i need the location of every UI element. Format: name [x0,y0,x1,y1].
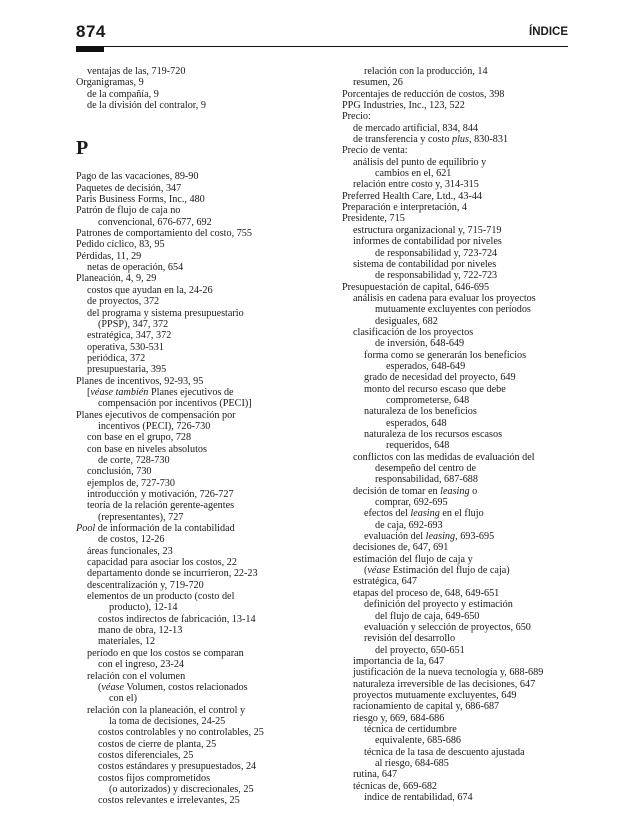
index-entry-text: del proyecto, 650-651 [375,644,465,656]
index-entry [76,432,338,443]
index-entry [342,792,582,803]
index-entry [76,251,338,262]
index-entry [342,735,582,746]
index-entry [76,534,338,545]
section-letter: P [76,137,89,160]
index-entry-text: de costos, 12-26 [98,534,165,546]
index-entry-text: resumen, 26 [353,77,403,89]
index-entry [342,769,582,780]
index-entry-text: técnicas de, 669-682 [353,780,438,792]
index-entry [76,648,338,659]
index-entry [342,497,582,508]
index-entry-text: de proyectos, 372 [87,296,160,308]
index-entry-text: análisis del punto de equilibrio y [353,156,487,168]
index-entry [342,508,582,519]
index-entry-text: estimación del flujo de caja y [353,553,473,565]
index-entry-text: costos estándares y presupuestados, 24 [98,761,257,773]
index-entry [342,565,582,576]
index-entry [342,213,582,224]
index-entry [76,727,338,738]
index-entry [76,523,338,534]
index-entry [76,205,338,216]
index-entry [342,679,582,690]
index-entry-text: justificación de la nueva tecnología y, 688-689 [353,667,544,679]
index-entry [342,747,582,758]
index-entry [76,546,338,557]
index-entry-text: o [469,485,478,497]
index-entry-text: técnica de la tasa de descuento ajustada [364,746,525,758]
index-entry [76,421,338,432]
index-entry-text: en el flujo [439,508,484,520]
index-entry-text: Patrón de flujo de caja no [76,205,181,217]
index-entry-text: requeridos, 648 [386,440,450,452]
index-entry [342,781,582,792]
index-entry-text: PPG Industries, Inc., 123, 522 [342,100,465,112]
index-entry [342,350,582,361]
index-entry [76,671,338,682]
index-entry [76,682,338,693]
index-entry-text: Precio de venta: [342,145,408,157]
index-entry [76,761,338,772]
index-entry-text: de la división del contralor, 9 [87,100,206,112]
index-entry [342,463,582,474]
index-entry-text: cambios en el, 621 [375,168,452,180]
index-entry-text: periódica, 372 [87,352,146,364]
index-entry [76,217,338,228]
index-entry [76,342,338,353]
index-entry [76,398,338,409]
index-entry [76,614,338,625]
index-entry-text: de la compañía, 9 [87,88,159,100]
index-entry [342,282,582,293]
index-entry [342,520,582,531]
index-entry [342,157,582,168]
index-entry-text: análisis en cadena para evaluar los proyectos [353,292,536,304]
index-entry-text: responsabilidad, 687-688 [375,474,478,486]
index-entry-text: relación entre costo y, 314-315 [353,179,479,191]
index-entry [76,478,338,489]
index-entry-text: naturaleza irreversible de las decisiones, 647 [353,678,536,690]
index-entry-text: rutina, 647 [353,769,398,781]
index-entry [342,134,582,145]
index-entry-text: Pago de las vacaciones, 89-90 [76,171,199,183]
index-column-right [342,66,582,803]
index-entry-text: , 693-695 [455,531,495,543]
index-entry-text: de responsabilidad y, 722-723 [375,270,498,282]
index-entry-text: sistema de contabilidad por niveles [353,258,497,270]
index-entry-text: con el ingreso, 23-24 [98,659,185,671]
index-entry-italic-text: leasing [425,531,456,543]
index-entry [76,444,338,455]
index-entry-text: índice de rentabilidad, 674 [364,792,473,803]
index-entry-text: equivalente, 685-686 [375,735,462,747]
index-entry-text: netas de operación, 654 [87,262,184,274]
index-entry-text: Planes de incentivos, 92-93, 95 [76,375,204,387]
index-entry [342,588,582,599]
index-entry [342,111,582,122]
index-entry-italic-text: véase [101,681,125,693]
index-entry-text: riesgo y, 669, 684-686 [353,712,445,724]
index-entry [76,319,338,330]
index-entry-text: ( [98,681,102,693]
index-entry-text: costos indirectos de fabricación, 13-14 [98,613,256,625]
index-entry [76,77,338,88]
index-entry [342,713,582,724]
index-entry [342,293,582,304]
index-entry-text: con base en niveles absolutos [87,443,207,455]
index-entry-text: departamento donde se incurrieron, 22-23 [87,568,258,580]
index-entry-text: materiales, 12 [98,636,156,648]
index-entry [342,724,582,735]
index-entry-text: Paris Business Forms, Inc., 480 [76,194,205,206]
index-entry-text: Volumen, costos relacionados [124,681,248,693]
index-entry-text: Paquetes de decisión, 347 [76,182,182,194]
index-entry-italic-text: véase también [90,386,149,398]
index-entry-text: naturaleza de los beneficios [364,406,477,418]
index-entry [342,474,582,485]
index-entry-text: costos relevantes e irrelevantes, 25 [98,795,240,807]
index-entry [76,705,338,716]
index-entry [342,406,582,417]
index-entry-text: costos de cierre de planta, 25 [98,738,217,750]
index-entry-text: introducción y motivación, 726-727 [87,489,234,500]
index-entry-text: conflictos con las medidas de evaluación del [353,451,535,463]
index-entry-text: período en que los costos se comparan [87,647,244,659]
index-entry-text: clasificación de los proyectos [353,326,474,338]
index-entry-text: de mercado artificial, 834, 844 [353,122,479,134]
index-entry [76,716,338,727]
index-entry [342,486,582,497]
index-entry-text: etapas del proceso de, 648, 649-651 [353,587,500,599]
index-entry [342,361,582,372]
index-entry [76,262,338,273]
index-entry [76,387,338,398]
index-entry-text: informes de contabilidad por niveles [353,236,502,248]
index-entry-text: evaluación del [364,531,426,543]
index-entry [342,202,582,213]
index-entry-text: relación con la producción, 14 [364,66,488,77]
index-entry-italic-text: leasing [410,508,440,520]
index-entry [76,89,338,100]
index-entry-text: grado de necesidad del proyecto, 649 [364,372,516,384]
index-entry [342,611,582,622]
index-entry-text: presupuestaria, 395 [87,364,167,376]
index-entry [342,191,582,202]
index-entry [342,100,582,111]
index-entry-text: Patrones de comportamiento del costo, 755 [76,228,252,240]
index-entry-text: mutuamente excluyentes con períodos [375,304,531,316]
index-entry [76,512,338,523]
index-entry-text: racionamiento de capital y, 686-687 [353,701,500,713]
index-entry-text: convencional, 676-677, 692 [98,216,212,228]
index-entry [76,66,338,77]
index-entry-text: costos que ayudan en la, 24-26 [87,284,213,296]
index-entry [342,304,582,315]
page-number: 874 [76,22,106,41]
index-entry [342,225,582,236]
index-entry-text: , 830-831 [468,134,509,146]
index-entry-text: evaluación y selección de proyectos, 650 [364,621,531,633]
index-entries-right [342,66,582,803]
index-entry-text: Estimación del flujo de caja) [390,565,510,577]
index-entry [342,440,582,451]
index-entry [342,316,582,327]
index-entry-text: de información de la contabilidad [95,523,235,535]
index-entry [342,66,582,77]
index-entry-text: ventajas de las, 719-720 [87,66,186,77]
index-entry [76,410,338,421]
index-entry [342,633,582,644]
index-entry [76,591,338,602]
index-entry-text: del flujo de caja, 649-650 [375,610,480,622]
index-entry [76,183,338,194]
index-entry-text: al riesgo, 684-685 [375,757,449,769]
index-entry [342,758,582,769]
index-entry [342,338,582,349]
index-entry-text: relación con el volumen [87,670,186,682]
index-entry-text: la toma de decisiones, 24-25 [109,715,226,727]
index-entry-text: comprar, 692-695 [375,497,448,509]
index-entry [76,296,338,307]
index-entry [342,259,582,270]
index-entry-text: desiguales, 682 [375,315,438,327]
index-entry [76,795,338,806]
index-entry [342,542,582,553]
index-entry [76,500,338,511]
index-entry-text: teoría de la relación gerente-agentes [87,500,235,512]
index-entry [342,690,582,701]
index-entry-text: naturaleza de los recursos escasos [364,429,503,440]
index-entry-text: monto del recurso escaso que debe [364,383,506,395]
index-entry [76,568,338,579]
index-entry [76,353,338,364]
index-entry [342,248,582,259]
index-entry [342,77,582,88]
index-entry-text: decisiones de, 647, 691 [353,542,449,554]
index-entry [76,376,338,387]
index-entry [76,285,338,296]
index-entry [76,228,338,239]
index-entry [76,784,338,795]
index-entry-text: relación con la planeación, el control y [87,704,246,716]
index-entry-text: estructura organizacional y, 715-719 [353,224,502,236]
index-entry-text: de inversión, 648-649 [375,338,465,350]
index-entry-text: (o autorizados) y discrecionales, 25 [109,783,254,795]
index-entry [342,123,582,134]
index-entry [342,622,582,633]
index-entry [342,576,582,587]
index-entry [76,625,338,636]
index-entries-p [76,171,338,806]
index-entry [76,308,338,319]
index-entry [342,645,582,656]
header-rule-tab [76,46,104,52]
index-entry-text: de responsabilidad y, 723-724 [375,247,498,259]
index-entry-text: Porcentajes de reducción de costos, 398 [342,88,505,100]
index-entry-text: de corte, 728-730 [98,454,170,466]
running-head: ÍNDICE [529,26,568,38]
index-entry-text: Planes ejecutivos de [148,386,234,398]
index-entries-top [76,66,338,111]
index-entry [342,701,582,712]
index-entry [76,557,338,568]
index-entry-text: Preparación e interpretación, 4 [342,202,468,214]
index-entry-text: Preferred Health Care, Ltd., 43-44 [342,190,483,202]
index-entry [342,418,582,429]
index-entry [76,750,338,761]
index-entry-text: esperados, 648-649 [386,360,466,372]
index-entry [76,330,338,341]
index-entry [342,667,582,678]
index-entry [76,773,338,784]
index-entry-italic-text: Pool [76,523,96,535]
index-entry [342,89,582,100]
index-entry-text: de transferencia y costo [353,134,452,146]
index-entry-text: operativa, 530-531 [87,341,164,353]
index-entry-text: Planes ejecutivos de compensación por [76,409,236,421]
index-entry [76,636,338,647]
index-entry-text: descentralización y, 719-720 [87,579,204,591]
index-entry [342,531,582,542]
index-entry-text: del programa y sistema presupuestario [87,307,244,319]
index-entry [76,100,338,111]
index-entry [342,395,582,406]
index-entry-italic-text: leasing [440,485,470,497]
index-entry [342,384,582,395]
index-entry [342,554,582,565]
index-entry-text: Presupuestación de capital, 646-695 [342,281,490,293]
index-entry [76,239,338,250]
index-entry-text: incentivos (PECI), 726-730 [98,420,211,432]
index-entry-text: Presidente, 715 [342,213,405,225]
index-entry-text: ( [364,565,368,577]
index-entry [76,364,338,375]
index-entry-text: Pérdidas, 11, 29 [76,250,142,262]
index-entry-text: mano de obra, 12-13 [98,625,183,637]
index-entry [342,452,582,463]
index-entry-italic-text: véase [367,565,391,577]
index-entry-text: con base en el grupo, 728 [87,432,192,444]
index-entry-text: técnica de certidumbre [364,723,457,735]
index-entry [342,270,582,281]
index-entry-text: proyectos mutuamente excluyentes, 649 [353,689,517,701]
index-entry-text: Precio: [342,111,371,123]
index-entry-text: comprometerse, 648 [386,394,470,406]
index-entry [76,171,338,182]
index-entry [342,179,582,190]
index-entry-text: costos controlables y no controlables, 25 [98,727,264,739]
index-entry-text: costos diferenciales, 25 [98,749,194,761]
index-column-left [76,66,338,807]
index-entry-text: Planeación, 4, 9, 29 [76,273,157,285]
index-entry [76,489,338,500]
index-entry-text: efectos del [364,508,411,520]
index-entry-text: estratégica, 647 [353,576,417,588]
index-entry-text: [ [87,386,91,398]
index-entry-text: áreas funcionales, 23 [87,545,173,557]
index-entry [342,599,582,610]
index-entry-text: compensación por incentivos (PECI)] [98,398,252,410]
index-entry [76,194,338,205]
index-entry-text: forma como se generarán los beneficios [364,349,527,361]
header-rule [76,46,568,47]
index-entry-text: Organigramas, 9 [76,77,144,89]
index-entry [342,236,582,247]
index-entry-text: capacidad para asociar los costos, 22 [87,557,237,569]
index-entry-text: conclusión, 730 [87,466,152,478]
index-entry [76,693,338,704]
index-entry [342,429,582,440]
index-entry-text: decisión de tomar en [353,485,441,497]
index-entry [76,739,338,750]
index-entry-text: ejemplos de, 727-730 [87,477,175,489]
index-entry-text: de caja, 692-693 [375,519,443,531]
index-entry [342,327,582,338]
index-entry [76,273,338,284]
index-entry-text: esperados, 648 [386,417,447,429]
index-entry [342,656,582,667]
index-entry-text: revisión del desarrollo [364,633,456,645]
index-entry-text: producto), 12-14 [109,602,178,614]
index-entry-text: elementos de un producto (costo del [87,591,235,603]
index-entry-text: definición del proyecto y estimación [364,599,513,611]
index-entry [76,580,338,591]
index-entry-text: estratégica, 347, 372 [87,330,172,342]
index-entry [342,168,582,179]
index-entry-text: costos fijos comprometidos [98,772,211,784]
index-entry-text: (PPSP), 347, 372 [98,318,169,330]
index-entry [76,466,338,477]
index-entry [342,372,582,383]
index-entry-text: con el) [109,693,138,705]
index-entry [76,602,338,613]
index-entry-text: importancia de la, 647 [353,655,445,667]
index-entry [76,455,338,466]
index-entry-italic-text: plus [452,134,469,146]
index-entry-text: (representantes), 727 [98,511,184,523]
index-entry [76,659,338,670]
index-entry [342,145,582,156]
index-entry-text: desempeño del centro de [375,463,476,475]
index-entry-text: Pedido cíclico, 83, 95 [76,239,165,251]
